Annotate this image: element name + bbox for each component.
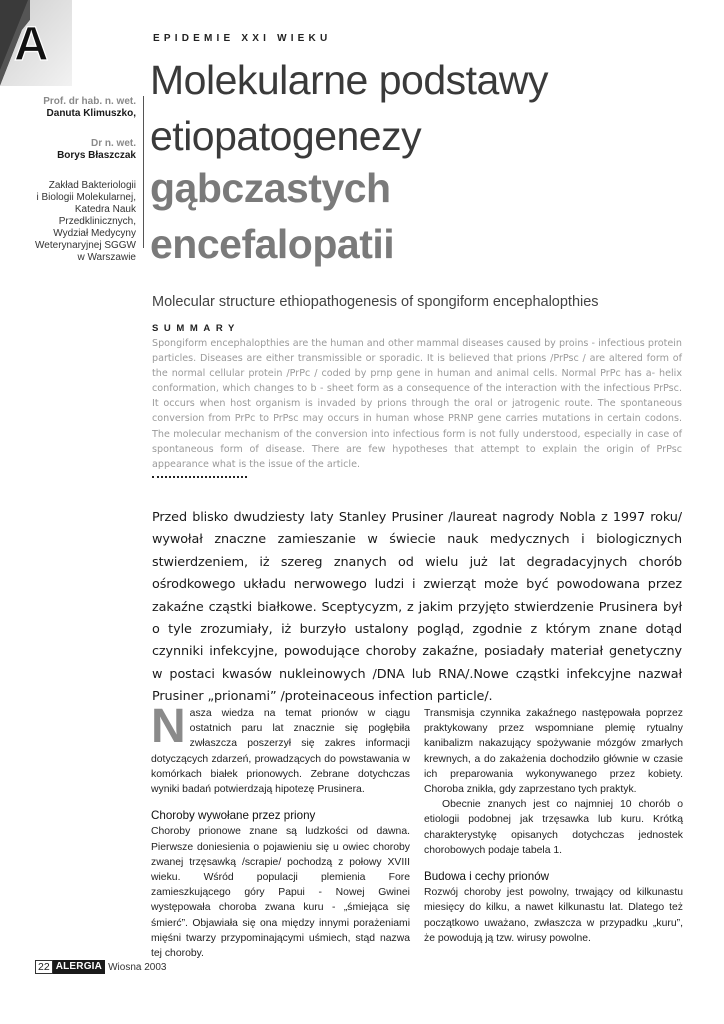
intro-paragraph: Nasza wiedza na temat prionów w ciągu ostatnich paru lat znacznie się pogłębiła zwłaszcza poszerzył się zakres informacji dotyczących zdarzeń, prowadzących do powstawania w komórkach białek prionowych. Zebrane dotychczas wyniki badań potwierdzają hipotezę Prusinera. (151, 700, 410, 796)
article-title-line-4: encefalopatii (150, 221, 395, 267)
page-footer (35, 960, 166, 974)
body-column-right (424, 706, 683, 946)
dotted-separator (152, 476, 247, 478)
vertical-divider (143, 96, 144, 248)
body-paragraph: Obecnie znanych jest co najmniej 10 chorób o etiologii podobnej jak trzęsawka lub kuru. Krótką charakterystykę opisanych dotychczas jednostek chorobowych podaje tabela 1. (424, 799, 683, 856)
section-label: EPIDEMIE XXI WIEKU (153, 33, 332, 44)
author-name: Borys Błaszczak (57, 150, 136, 161)
author-column (10, 96, 136, 264)
section-heading: Choroby wywołane przez priony (151, 809, 316, 823)
body-column-left (151, 700, 410, 961)
body-paragraph: Choroby prionowe znane są ludzkości od dawna. Pierwsze doniesienia o pojawieniu się u owiec choroby zwanej trzęsawką /scrapie/ pochodzą z połowy XVIII wieku. Wśród populacji plemienia Fore zamieszkującego góry Papui - Nowej Gwinei występowała choroba zwana kuru - „śmiejąca się śmierć”. Objawiała się ona między innymi porażeniami mięśni twarzy przypominającymi uśmiech, stąd nazwa tej choroby. (151, 826, 410, 960)
page-number: 22 (35, 960, 53, 974)
journal-corner-logo (0, 0, 72, 86)
affiliation: Zakład Bakteriologii i Biologii Molekularnej, Katedra Nauk Przedklinicznych, Wydział Medycyny Weterynaryjnej SGGW w Warszawie (35, 180, 136, 263)
author-title: Prof. dr hab. n. wet. (43, 96, 136, 107)
journal-name: ALERGIA (53, 960, 105, 974)
article-title-line-2: etiopatogenezy (150, 113, 422, 159)
body-paragraph: Transmisja czynnika zakaźnego następowała poprzez praktykowany przez wspomniane plemię rytualny kanibalizm nakazujący spożywanie mózgów zmarłych krewnych, a do zakażenia dochodziło głównie w czasie ich preparowania wykonywanego przez kobiety. Choroba znikła, gdy zaprzestano tych praktyk. (424, 708, 683, 796)
author-name: Danuta Klimuszko, (46, 108, 136, 119)
author-title: Dr n. wet. (90, 138, 136, 149)
summary-text: Spongiform encephalopthies are the human and other mammal diseases caused by proins - infectious protein particles. Diseases are either transmissible or sporadic. It is believed that prions /PrPsc / are altered form of the normal cellular protein /PrPc / coded by prnp gene in human and animal cells. Normal PrPc has a- helix conformation, which changes to b - sheet form as a consequence of the interaction with the infectious PrPsc. It occurs when host organism is invaded by prions through the oral or jatrogenic route. The spontaneous conversion from PrPc to PrPsc may occurs in human whose PRNP gene carries mutations in certain codons. The molecular mechanism of the conversion into infectious form is not fully understood, especially in case of spontaneous form of disease. There are few hypotheses that attempt to explain the origin of PrPsc appearance what is the issue of the article. (152, 338, 682, 470)
summary-label: SUMMARY (152, 323, 240, 334)
svg-text:A: A (14, 18, 49, 71)
body-paragraph: Rozwój choroby jest powolny, trwający od kilkunastu miesięcy do kilku, a nawet kilkunastu lat. Dlatego też początkowo uważano, zwłaszcza w przypadku „kuru”, że powodują ją tzw. wirusy powolne. (424, 887, 683, 944)
lead-paragraph: Przed blisko dwudziesty laty Stanley Prusiner /laureat nagrody Nobla z 1997 roku/ wywołał znaczne zamieszanie w świecie nauk medycznych i biologicznych stwierdzeniem, iż szereg znanych od wielu już lat degradacyjnych chorób ośrodkowego układu nerwowego ludzi i zwierząt może być powodowana przez zakaźne cząstki białkowe. Sceptycyzm, z jakim przyjęto stwierdzenie Prusinera był o tyle zrozumiały, iż burzyło ustalony pogląd, zgodnie z którym znane dotąd czynniki infekcyjne, powodujące choroby zakaźne, posiadały materiał genetyczny w postaci kwasów nukleinowych /DNA lub RNA/.Nowe cząstki infekcyjne nazwał Prusiner „prionami” /proteinaceous infection particle/. (152, 510, 682, 705)
drop-cap: N (151, 700, 186, 753)
article-subtitle: Molecular structure ethiopathogenesis of spongiform encephalopthies (152, 294, 599, 310)
article-title-line-1: Molekularne podstawy (150, 57, 548, 103)
section-heading: Budowa i cechy prionów (424, 870, 550, 884)
journal-issue: Wiosna 2003 (108, 961, 167, 973)
article-title-line-3: gąbczastych (150, 165, 391, 211)
